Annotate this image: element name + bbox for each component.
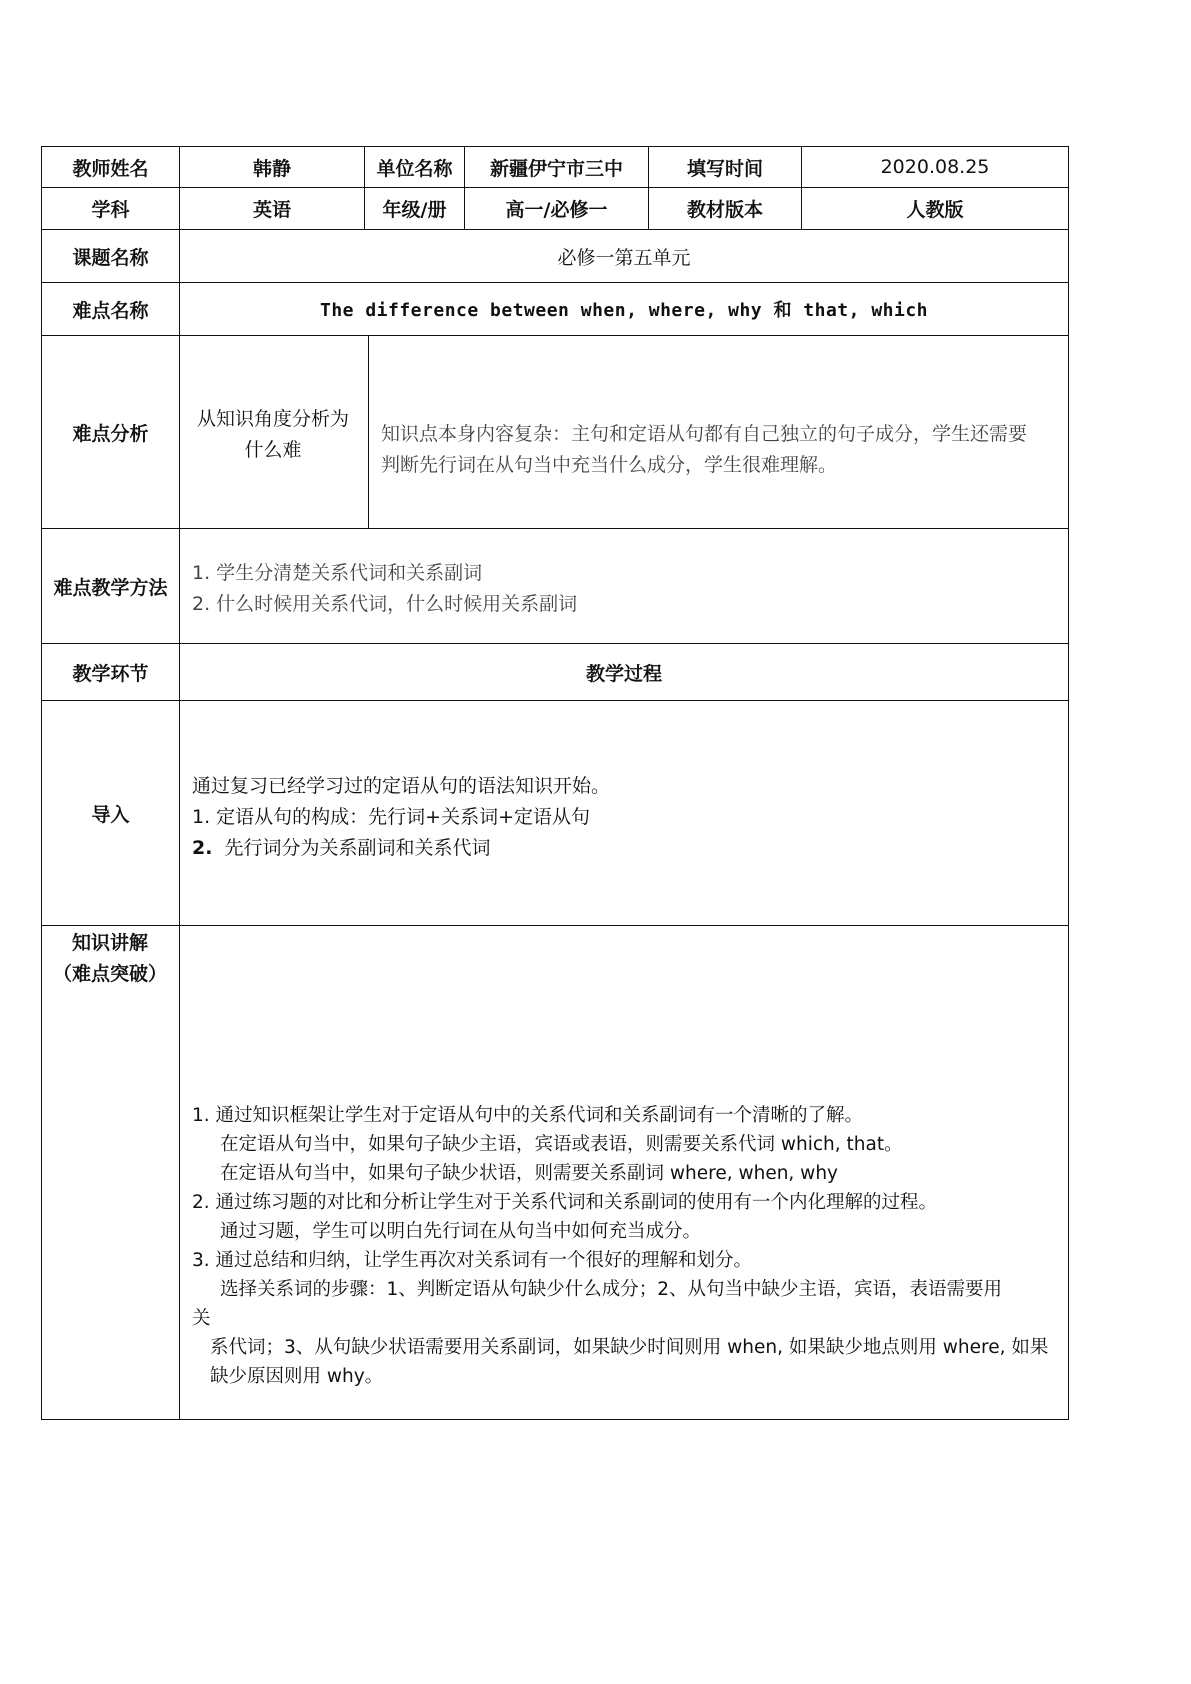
analysis-line-1: 知识点本身内容复杂：主句和定语从句都有自己独立的句子成分，学生还需要	[381, 423, 1028, 445]
analysis-sub-cell	[179, 335, 369, 529]
explain-line-2: 在定语从句当中，如果句子缺少主语，宾语或表语，则需要关系代词 which, that。	[220, 1134, 903, 1155]
edition-value: 人教版	[801, 187, 1069, 230]
explain-line-8: 关	[192, 1308, 211, 1329]
grade-value: 高一/必修一	[464, 187, 649, 230]
explain-line-4: 2. 通过练习题的对比和分析让学生对于关系代词和关系副词的使用有一个内化理解的过程。	[192, 1192, 938, 1213]
process-header: 教学过程	[179, 643, 1069, 701]
unit-name-value: 新疆伊宁市三中	[464, 146, 649, 188]
method-content-cell	[179, 528, 1069, 644]
intro-line-3-number: 2.	[192, 837, 213, 859]
explain-line-9: 系代词；3、从句缺少状语需要用关系副词，如果缺少时间则用 when, 如果缺少地点则用 where, 如果	[210, 1337, 1049, 1358]
intro-line-3-text: 先行词分为关系副词和关系代词	[224, 837, 491, 859]
explain-line-1: 1. 通过知识框架让学生对于定语从句中的关系代词和关系副词有一个清晰的了解。	[192, 1105, 864, 1126]
method-item-1: 1. 学生分清楚关系代词和关系副词	[192, 562, 483, 584]
analysis-label: 难点分析	[41, 335, 180, 529]
difficulty-label: 难点名称	[41, 282, 180, 336]
intro-label: 导入	[41, 700, 180, 926]
explain-line-7: 选择关系词的步骤：1、判断定语从句缺少什么成分；2、从句当中缺少主语，宾语，表语需要用	[220, 1279, 1003, 1300]
explain-label-cell	[41, 925, 180, 1420]
explain-line-3: 在定语从句当中，如果句子缺少状语，则需要关系副词 where, when, why	[220, 1163, 838, 1184]
topic-label: 课题名称	[41, 229, 180, 283]
edition-label: 教材版本	[648, 187, 802, 230]
explain-line-10: 缺少原因则用 why。	[210, 1366, 384, 1387]
explain-line-6: 3. 通过总结和归纳，让学生再次对关系词有一个很好的理解和划分。	[192, 1250, 753, 1271]
intro-content-cell	[179, 700, 1069, 926]
fill-date-value: 2020.08.25	[801, 146, 1069, 188]
analysis-content-cell	[368, 335, 1069, 529]
teacher-name-value: 韩静	[179, 146, 365, 188]
unit-name-label: 单位名称	[364, 146, 465, 188]
method-item-2: 2. 什么时候用关系代词，什么时候用关系副词	[192, 593, 578, 615]
topic-value: 必修一第五单元	[179, 229, 1069, 283]
fill-date-label: 填写时间	[648, 146, 802, 188]
subject-label: 学科	[41, 187, 180, 230]
method-label: 难点教学方法	[41, 528, 180, 644]
teacher-name-label: 教师姓名	[41, 146, 180, 188]
explain-label-2: （难点突破）	[52, 963, 167, 985]
process-step-header: 教学环节	[41, 643, 180, 701]
intro-line-2: 1. 定语从句的构成：先行词+关系词+定语从句	[192, 806, 591, 828]
explain-label-1: 知识讲解	[71, 932, 148, 954]
grade-label: 年级/册	[364, 187, 465, 230]
intro-line-3	[192, 833, 610, 864]
explain-content-cell	[179, 925, 1069, 1420]
analysis-sub-label-1: 从知识角度分析为	[196, 408, 349, 430]
analysis-line-2: 判断先行词在从句当中充当什么成分，学生很难理解。	[381, 454, 838, 476]
analysis-sub-label-2: 什么难	[244, 439, 302, 461]
explain-line-5: 通过习题，学生可以明白先行词在从句当中如何充当成分。	[220, 1221, 702, 1242]
subject-value: 英语	[179, 187, 365, 230]
difficulty-value: The difference between when, where, why 和 that, which	[179, 282, 1069, 336]
intro-line-1: 通过复习已经学习过的定语从句的语法知识开始。	[192, 775, 611, 797]
